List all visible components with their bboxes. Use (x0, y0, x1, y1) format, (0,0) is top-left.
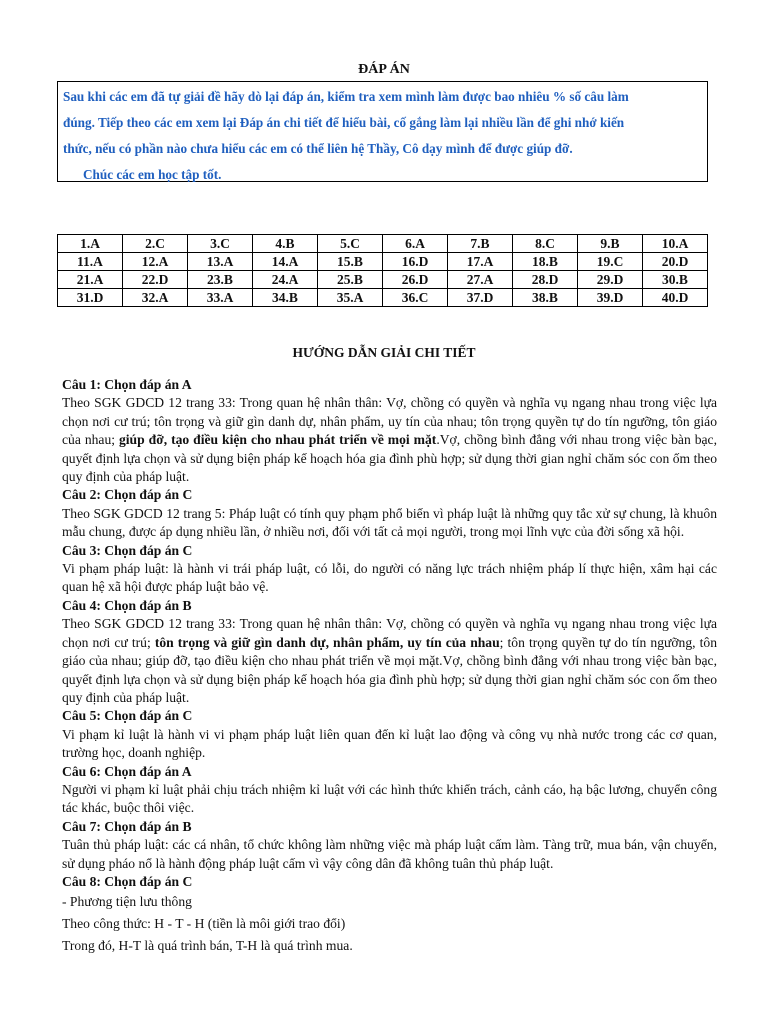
answer-cell: 31.D (58, 289, 123, 307)
question-explanation: Theo SGK GDCD 12 trang 5: Pháp luật có tính quy phạm phổ biến vì pháp luật là những quy tắc xử sự chung, là khuôn mẫu chung, được áp dụng nhiều lần, ở nhiều nơi, đối với tất cả mọi người, trong mọi lĩnh vực của đời sống xã hội. (62, 505, 717, 540)
answer-cell: 22.D (123, 271, 188, 289)
question-explanation (62, 394, 717, 486)
answer-cell: 10.A (643, 235, 708, 253)
answer-row (58, 289, 708, 307)
explanation-text: Theo SGK GDCD 12 trang 33: Trong quan hệ nhân thân: Vợ, chồng có quyền và nghĩa vụ ngang nhau trong việc lựa chọn nơi cư trú; (62, 616, 717, 650)
answer-cell: 33.A (188, 289, 253, 307)
explanation-text: ; tôn trọng quyền tự do tín ngưỡng, tôn giáo của nhau; giúp đỡ, tạo điều kiện cho nhau phát triển về mọi mặt.Vợ, chồng bình đẳng với nhau trong việc bàn bạc, quyết định lựa chọn và sử dụng biện pháp kế hoạch hóa gia đình phù hợp; sử dụng thời gian nghỉ chăm sóc con ốm theo quy định của pháp luật. (62, 634, 718, 705)
answer-cell: 4.B (253, 235, 318, 253)
answer-cell: 26.D (383, 271, 448, 289)
answer-cell: 25.B (318, 271, 383, 289)
answer-cell: 34.B (253, 289, 318, 307)
explanation-text: Theo SGK GDCD 12 trang 33: Trong quan hệ nhân thân: Vợ, chồng có quyền và nghĩa vụ ngang nhau trong việc lựa chọn nơi cư trú; tôn trọng và giữ gìn danh dự, nhân phẩm, uy tín của nhau; tôn trọng quyền tự do tín ngưỡng, tôn giáo của nhau; (62, 395, 717, 448)
answer-cell: 29.D (578, 271, 643, 289)
notice-greeting: Chúc các em học tập tốt. (83, 167, 222, 182)
section-title: HƯỚNG DẪN GIẢI CHI TIẾT (292, 345, 476, 360)
answer-cell: 14.A (253, 253, 318, 271)
answer-cell: 16.D (383, 253, 448, 271)
answer-cell: 30.B (643, 271, 708, 289)
answer-cell: 12.A (123, 253, 188, 271)
answer-cell: 3.C (188, 235, 253, 253)
notice-box (57, 81, 708, 182)
question-heading: Câu 4: Chọn đáp án B (62, 597, 192, 613)
question-explanation: Vi phạm kỉ luật là hành vi vi phạm pháp luật liên quan đến kỉ luật lao động và công vụ nhà nước trong các cơ quan, trường học, doanh nghiệp. (62, 726, 717, 761)
explanation-emphasis: giúp đỡ, tạo điều kiện cho nhau phát triển về mọi mặt (118, 432, 437, 448)
question-heading: Câu 2: Chọn đáp án C (62, 487, 193, 503)
answer-cell: 5.C (318, 235, 383, 253)
explanation-line: - Phương tiện lưu thông (62, 894, 192, 910)
answer-row (58, 271, 708, 289)
answer-cell: 6.A (383, 235, 448, 253)
answer-cell: 11.A (58, 253, 123, 271)
question-explanation: Vi phạm pháp luật: là hành vi trái pháp luật, có lỗi, do người có năng lực trách nhiệm pháp lí thực hiện, xâm hại các quan hệ xã hội được pháp luật bảo vệ. (62, 561, 717, 595)
answer-cell: 23.B (188, 271, 253, 289)
answer-cell: 37.D (448, 289, 513, 307)
answer-cell: 24.A (253, 271, 318, 289)
answer-cell: 17.A (448, 253, 513, 271)
answer-cell: 21.A (58, 271, 123, 289)
question-explanation: Tuân thủ pháp luật: các cá nhân, tổ chức không làm những việc mà pháp luật cấm làm. Tàng trữ, mua bán, vận chuyển, sử dụng pháo nổ là hành động pháp luật cấm vì vậy công dân đã không tuân thủ pháp luật. (62, 837, 717, 871)
question-heading: Câu 1: Chọn đáp án A (62, 377, 192, 392)
explanation-line: Trong đó, H-T là quá trình bán, T-H là quá trình mua. (62, 938, 353, 954)
notice-line: thức, nếu có phần nào chưa hiểu các em có thể liên hệ Thầy, Cô dạy mình để được giúp đỡ. (63, 141, 573, 156)
solutions (62, 376, 717, 957)
notice-line: đúng. Tiếp theo các em xem lại Đáp án chi tiết để hiểu bài, cố gắng làm lại nhiều lần để ghi nhớ kiến (63, 115, 625, 130)
explanation-emphasis: tôn trọng và giữ gìn danh dự, nhân phẩm, uy tín của nhau (154, 634, 500, 650)
answer-cell: 13.A (188, 253, 253, 271)
answer-cell: 2.C (123, 235, 188, 253)
answer-row (58, 253, 708, 271)
question-heading: Câu 5: Chọn đáp án C (62, 708, 193, 724)
answer-cell: 39.D (578, 289, 643, 307)
question-heading: Câu 8: Chọn đáp án C (62, 873, 193, 889)
answer-cell: 19.C (578, 253, 643, 271)
question-explanation: Người vi phạm kỉ luật phải chịu trách nhiệm kỉ luật với các hình thức khiển trách, cảnh cáo, hạ bậc lương, chuyển công tác khác, buộc thôi việc. (62, 781, 717, 816)
explanation-line: Theo công thức: H - T - H (tiền là môi giới trao đổi) (62, 916, 346, 932)
answer-cell: 7.B (448, 235, 513, 253)
answer-cell: 8.C (513, 235, 578, 253)
answer-table-body (58, 235, 708, 307)
answer-row (58, 235, 708, 253)
answer-cell: 1.A (58, 235, 123, 253)
answer-cell: 27.A (448, 271, 513, 289)
question-heading: Câu 3: Chọn đáp án C (62, 542, 193, 558)
answer-cell: 36.C (383, 289, 448, 307)
answer-cell: 35.A (318, 289, 383, 307)
question-heading: Câu 6: Chọn đáp án A (62, 763, 192, 779)
answer-cell: 28.D (513, 271, 578, 289)
notice-line: Sau khi các em đã tự giải đề hãy dò lại đáp án, kiểm tra xem mình làm được bao nhiêu % số câu làm (63, 89, 629, 104)
question-explanation (62, 615, 717, 707)
question-heading: Câu 7: Chọn đáp án B (62, 818, 192, 834)
answer-cell: 20.D (643, 253, 708, 271)
answer-key-title: ĐÁP ÁN (358, 62, 410, 77)
answer-cell: 38.B (513, 289, 578, 307)
answer-cell: 32.A (123, 289, 188, 307)
answer-table (57, 234, 708, 307)
answer-cell: 9.B (578, 235, 643, 253)
answer-cell: 15.B (318, 253, 383, 271)
answer-cell: 18.B (513, 253, 578, 271)
answer-cell: 40.D (643, 289, 708, 307)
explanation-text: .Vợ, chồng bình đẳng với nhau trong việc bàn bạc, quyết định lựa chọn và sử dụng biện pháp kế hoạch hóa gia đình phù hợp; sử dụng thời gian nghỉ chăm sóc con ốm theo quy định của pháp luật. (62, 432, 717, 485)
